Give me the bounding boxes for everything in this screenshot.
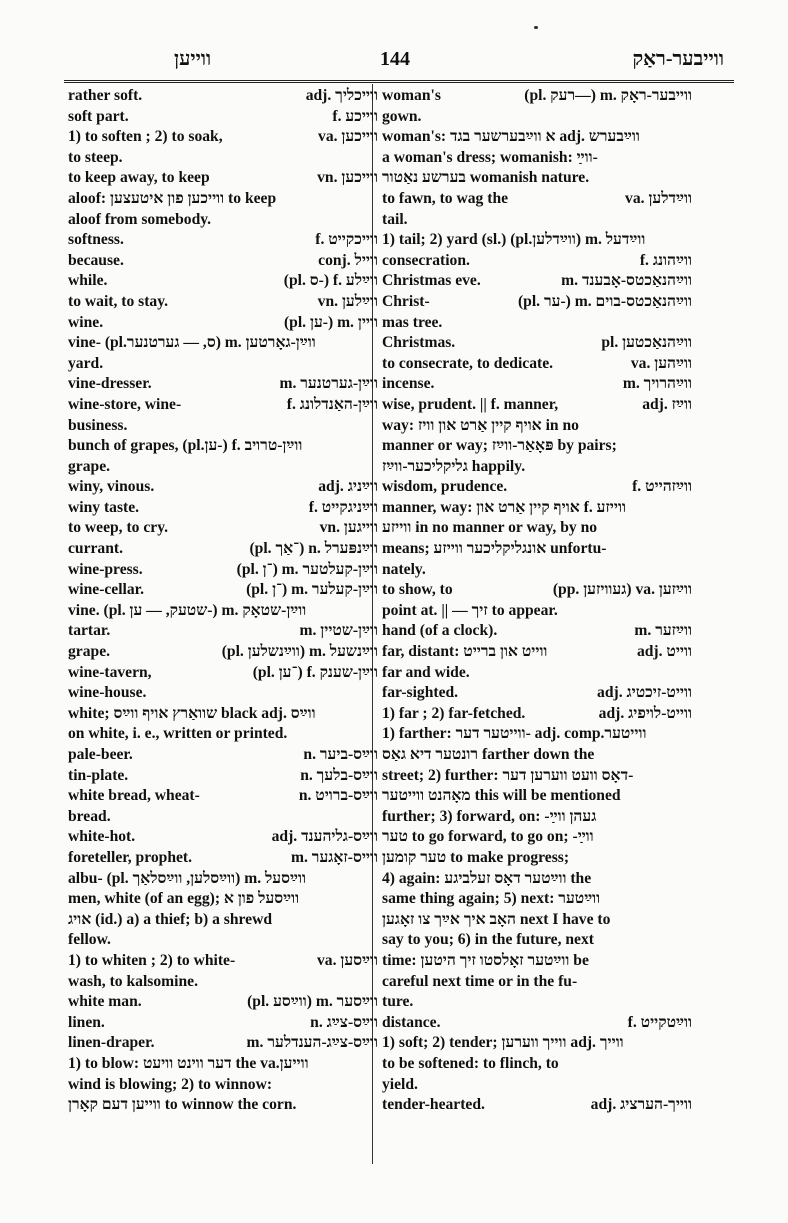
headword: n. ווײַס-בלעך [300,766,378,784]
entry-text: wash, to kalsomine. [68,972,198,990]
headword: adj. ווייט-לויפיג [598,704,692,722]
entry-text: manner or way; פּאָאַר-ווײַז by pairs; [382,437,617,455]
page-header [64,48,734,76]
entry-text: pale-beer. [68,746,133,763]
headword: (pl. ־ען) f. ווײַן-שענק [252,663,378,681]
entry-text: 1) farther: ווייטער דער- adj. comp.ווייטער [382,725,647,743]
entry-text: further; 3) forward, on: -געהן ווײַ [382,807,597,825]
headword: va. ווײַהען [630,354,692,372]
entry-text: while. [68,272,108,290]
header-left-word: ווייען [174,48,212,70]
headword: vn. ווייגען [319,519,378,537]
dictionary-line [68,621,378,642]
entry-text: white bread, wheat- [68,787,200,805]
entry-text: wine-cellar. [68,581,145,599]
dictionary-line [68,148,378,169]
dictionary-line [382,807,692,828]
headword: f. ווייכע [332,107,378,125]
entry-text: ווייען דעם קאָרן to winnow the corn. [68,1096,297,1114]
headword: adj. ווײַס-גליהענד [271,828,378,846]
entry-text: white; שוואַרץ אויף ווײַס black adj. ווײַס [68,704,316,722]
entry-text: woman's [382,87,441,104]
entry-text: wine-press. [68,560,143,578]
entry-text: wine-store, wine- [68,395,182,413]
dictionary-line [382,333,692,354]
dictionary-line [382,704,692,725]
dictionary-line [382,889,692,910]
dictionary-line [68,86,378,107]
headword: m. ווײַהנאַכטס-אָבענד [561,272,692,290]
dictionary-line [382,498,692,519]
entry-text: ווייזע in no manner or way, by no [382,519,598,537]
headword: n. ווײַס-ברויט [298,787,378,805]
dictionary-line [68,663,378,684]
headword: f. ווײַטקייט [627,1013,692,1031]
dictionary-line [382,313,692,334]
entry-text: Christ- [382,292,430,310]
headword: m. ווײַס-צײַג-הענדלער [246,1034,378,1052]
entry-text: bunch of grapes, (pl.ען-) f. ווײַן-טרויב [68,437,303,455]
dictionary-line [68,518,378,539]
dictionary-line [68,292,378,313]
dictionary-line [382,601,692,622]
headword: (pl. ווײַסע) m. ווײַסער [247,993,378,1011]
entry-text: mas tree. [382,313,443,331]
dictionary-line [382,127,692,148]
dictionary-line [382,395,692,416]
entry-text: on white, i. e., written or printed. [68,725,288,743]
entry-text: 1) soft; 2) tender; ווייך ווערען adj. ווייך [382,1034,624,1052]
headword: (pl. ס-) f. ווײַלע [283,272,378,290]
dictionary-line [382,518,692,539]
entry-text: linen. [68,1013,105,1031]
dictionary-line [68,1095,378,1116]
headword: (pl. ווײַנשלען) m. ווײַנשעל [221,643,378,661]
entry-text: גליקליכער-ווײַז happily. [382,457,526,475]
entry-text: say to you; 6) in the future, next [382,931,594,949]
entry-text: currant. [68,540,123,558]
entry-text: to consecrate, to dedicate. [382,354,554,372]
headword: (pl. ־אַך) n. ווײַנפּערל [249,540,378,558]
entry-text: yield. [382,1075,418,1093]
dictionary-line [68,580,378,601]
entry-text: gown. [382,107,422,125]
entry-text: wine-house. [68,684,147,702]
dictionary-line [382,869,692,890]
entry-text: to wait, to stay. [68,292,169,310]
headword: adj. ווײַניג [318,478,378,496]
entry-text: street; 2) further: דאָס וועט ווערען דער- [382,766,634,784]
entry-text: wine-tavern, [68,663,152,681]
dictionary-line [68,889,378,910]
entry-text: wise, prudent. || f. manner, [382,395,559,413]
headword: n. ווײַס-ביער [303,746,378,763]
dictionary-line [68,1033,378,1054]
headword: va. ווייכען [318,128,378,146]
entry-text: to be softened: to flinch, to [382,1054,559,1072]
header-right-word: ווייבער-ראַק [632,48,724,70]
entry-text: to weep, to cry. [68,519,169,537]
entry-text: tender-hearted. [382,1096,485,1114]
headword: adj. ווײַז [642,395,692,413]
entry-text: hand (of a clock). [382,622,498,640]
entry-text: 4) again: ווײַטער דאָס זעלביגע the [382,869,592,887]
headword: (pl. רעק—) m. ווייבער-ראָק [524,87,692,104]
headword: f. ווײַניגקייט [308,498,378,516]
dictionary-line [382,107,692,128]
dictionary-line [382,786,692,807]
dictionary-line [382,292,692,313]
entry-text: wind is blowing; 2) to winnow: [68,1075,273,1093]
entry-text: vine- (pl.ס, — גערטנער) m. ווײַן-גאָרטען [68,334,316,352]
entry-text: vine-dresser. [68,375,152,393]
dictionary-line [382,436,692,457]
dictionary-line [68,395,378,416]
dictionary-line [382,189,692,210]
entry-text: far and wide. [382,663,470,681]
headword: m. ווײַן-שטיין [299,622,378,640]
dictionary-line [68,1013,378,1034]
dictionary-line [68,189,378,210]
header-rule [64,80,734,83]
headword: m. ווײַהרויך [622,375,692,393]
entry-text: time: ווײַטער זאָלסטו זיך היטען be [382,951,589,969]
dictionary-line [68,168,378,189]
dictionary-line [382,354,692,375]
headword: conj. ווייל [318,251,378,269]
entry-text: linen-draper. [68,1034,155,1052]
dictionary-line [382,148,692,169]
headword: f. ווייכקייט [315,231,378,249]
headword: (pl. ־ן) m. ווײַן-קעלטער [236,560,378,578]
entry-text: אויג (id.) a) a thief; b) a shrewd [68,910,273,928]
dictionary-line [382,663,692,684]
dictionary-line [68,848,378,869]
entry-text: fellow. [68,931,111,949]
entry-text: careful next time or in the fu- [382,972,578,990]
dictionary-line [382,271,692,292]
dictionary-line [382,683,692,704]
headword: vn. ווײַלען [317,292,378,310]
entry-text: because. [68,251,124,269]
headword: n. ווײַס-צײַג [310,1013,378,1031]
dictionary-line [68,724,378,745]
entry-text: rather soft. [68,87,143,104]
headword: pl. ווײַהנאַכטען [601,334,692,352]
dictionary-line [382,745,692,766]
dictionary-line [68,827,378,848]
dictionary-line [68,642,378,663]
entry-text: to keep away, to keep [68,169,210,187]
headword: f. ווײַזהייט [632,478,692,496]
dictionary-line [382,86,692,107]
dictionary-line [68,1054,378,1075]
dictionary-line [382,621,692,642]
headword: vn. ווייכען [317,169,378,187]
entry-text: point at. || — זיך to appear. [382,601,558,619]
dictionary-line [68,313,378,334]
dictionary-line [68,992,378,1013]
dictionary-line [68,416,378,437]
entry-text: טער קומען to make progress; [382,848,570,866]
entry-text: רונטער דיא גאַס farther down the [382,746,595,763]
entry-text: means; אונגליקליכער ווייזע unfortu- [382,540,607,558]
entry-text: aloof: ווייכען פון איטעצען to keep [68,189,277,207]
entry-text: 1) tail; 2) yard (sl.) (pl.ווײַדלען) m. ווײַדעל [382,231,646,249]
dictionary-line [68,601,378,622]
headword: (pl. ען-) m. וויין [283,313,378,331]
headword: f. ווײַן-האַנדלונג [286,395,378,413]
dictionary-line [68,910,378,931]
entry-text: ture. [382,993,414,1011]
headword: adj. ווייכליך [305,87,378,104]
entry-text: way: אויף קיין אַרט און וויז in no [382,416,579,434]
dictionary-line [68,271,378,292]
dictionary-line [382,251,692,272]
dictionary-line [382,457,692,478]
dictionary-line [68,869,378,890]
dictionary-line [382,930,692,951]
dictionary-line [382,374,692,395]
dictionary-line [382,642,692,663]
dictionary-line [68,127,378,148]
entry-text: tail. [382,210,408,228]
headword: (pp. געוויזען) va. ווײַזען [552,581,692,599]
headword: va. ווײַדלען [625,189,692,207]
entry-text: a woman's dress; womanish: ווײַ- [382,148,598,166]
entry-text: far, distant: ווייט און ברייט [382,643,548,661]
entry-text: white man. [68,993,142,1011]
headword: va. ווײַסען [316,951,378,969]
entry-text: winy, vinous. [68,478,155,496]
headword: m. ווייס-זאָגער [290,848,378,866]
dictionary-line [382,580,692,601]
dictionary-line [382,724,692,745]
entry-text: Christmas eve. [382,272,481,290]
entry-text: האָב איך אײַך צו זאָגען next I have to [382,910,611,928]
dictionary-line [382,1075,692,1096]
entry-text: same thing again; 5) next: ווײַטער [382,890,601,908]
entry-text: tartar. [68,622,111,640]
dictionary-line [68,745,378,766]
dictionary-line [382,1095,692,1116]
dictionary-line [68,786,378,807]
left-column [68,86,378,1116]
dictionary-line [68,498,378,519]
entry-text: vine. (pl. שטעק, — ען-) m. ווײַן-שטאָק [68,601,307,619]
dictionary-line [68,436,378,457]
headword: (pl. ער-) m. ווײַהנאַכטס-בוים [517,292,692,310]
dictionary-line [382,230,692,251]
headword: (pl. ־ן) m. ווײַן-קעלער [246,581,378,599]
headword: adj. ווייך-הערציג [590,1096,692,1114]
entry-text: to steep. [68,148,123,166]
entry-text: tin-plate. [68,766,129,784]
dictionary-line [68,1075,378,1096]
dictionary-line [68,477,378,498]
dictionary-line [68,807,378,828]
dictionary-line [68,230,378,251]
dictionary-line [382,539,692,560]
dictionary-line [68,766,378,787]
headword: m. ווײַן-גערטנער [279,375,378,393]
entry-text: manner, way: אויף קיין אַרט און f. ווייזע [382,498,626,516]
dictionary-line [68,951,378,972]
dictionary-line [68,354,378,375]
entry-text: טער to go forward, to go on; -ווײַ [382,828,594,846]
dictionary-line [382,1033,692,1054]
dictionary-line [382,972,692,993]
dictionary-line [382,1013,692,1034]
dictionary-line [382,210,692,231]
entry-text: grape. [68,643,111,661]
entry-text: wine. [68,313,104,331]
entry-text: בערשע נאַטור womanish nature. [382,169,590,187]
entry-text: woman's: א ווײַבערשער בגד adj. ווײַבערש [382,128,640,146]
dictionary-line [68,457,378,478]
entry-text: winy taste. [68,498,140,516]
entry-text: Christmas. [382,334,456,352]
dictionary-line [68,333,378,354]
dictionary-line [382,766,692,787]
dictionary-line [68,560,378,581]
entry-text: 1) to blow: דער ווינט וויעט the va.ווייען [68,1054,309,1072]
dictionary-line [68,107,378,128]
right-column [382,86,692,1116]
entry-text: מאָהנט ווייטער this will be mentioned [382,787,621,805]
entry-text: consecration. [382,251,470,269]
page-speck [534,26,538,29]
dictionary-line [68,704,378,725]
dictionary-line [382,560,692,581]
entry-text: nately. [382,560,426,578]
entry-text: distance. [382,1013,441,1031]
dictionary-line [68,930,378,951]
entry-text: yard. [68,354,104,372]
dictionary-line [68,210,378,231]
dictionary-line [68,972,378,993]
entry-text: albu- (pl. ווײַסלען, ווײַסלאַך) m. ווײַסעל [68,869,306,887]
dictionary-line [382,910,692,931]
headword: m. ווײַזער [634,622,692,640]
entry-text: 1) to whiten ; 2) to white- [68,951,236,969]
headword: adj. ווייט [636,643,692,661]
dictionary-line [382,168,692,189]
entry-text: to fawn, to wag the [382,189,509,207]
dictionary-line [382,416,692,437]
entry-text: soft part. [68,107,129,125]
entry-text: softness. [68,231,124,249]
entry-text: incense. [382,375,435,393]
headword: adj. ווייט-זיכטיג [597,684,692,702]
dictionary-line [382,477,692,498]
dictionary-line [382,848,692,869]
entry-text: men, white (of an egg); ווײַסעל פון א [68,890,300,908]
entry-text: bread. [68,807,111,825]
dictionary-line [382,827,692,848]
dictionary-line [382,1054,692,1075]
dictionary-line [68,683,378,704]
entry-text: to show, to [382,581,453,599]
dictionary-line [68,251,378,272]
headword: f. ווײַהונג [639,251,692,269]
entry-text: grape. [68,457,111,475]
entry-text: white-hot. [68,828,136,846]
entry-text: foreteller, prophet. [68,848,193,866]
entry-text: 1) to soften ; 2) to soak, [68,128,223,146]
page-number: 144 [380,48,410,70]
entry-text: wisdom, prudence. [382,478,508,496]
entry-text: business. [68,416,128,434]
dictionary-line [382,992,692,1013]
entry-text: aloof from somebody. [68,210,212,228]
dictionary-line [382,951,692,972]
entry-text: far-sighted. [382,684,459,702]
dictionary-line [68,374,378,395]
entry-text: 1) far ; 2) far-fetched. [382,704,526,722]
dictionary-line [68,539,378,560]
